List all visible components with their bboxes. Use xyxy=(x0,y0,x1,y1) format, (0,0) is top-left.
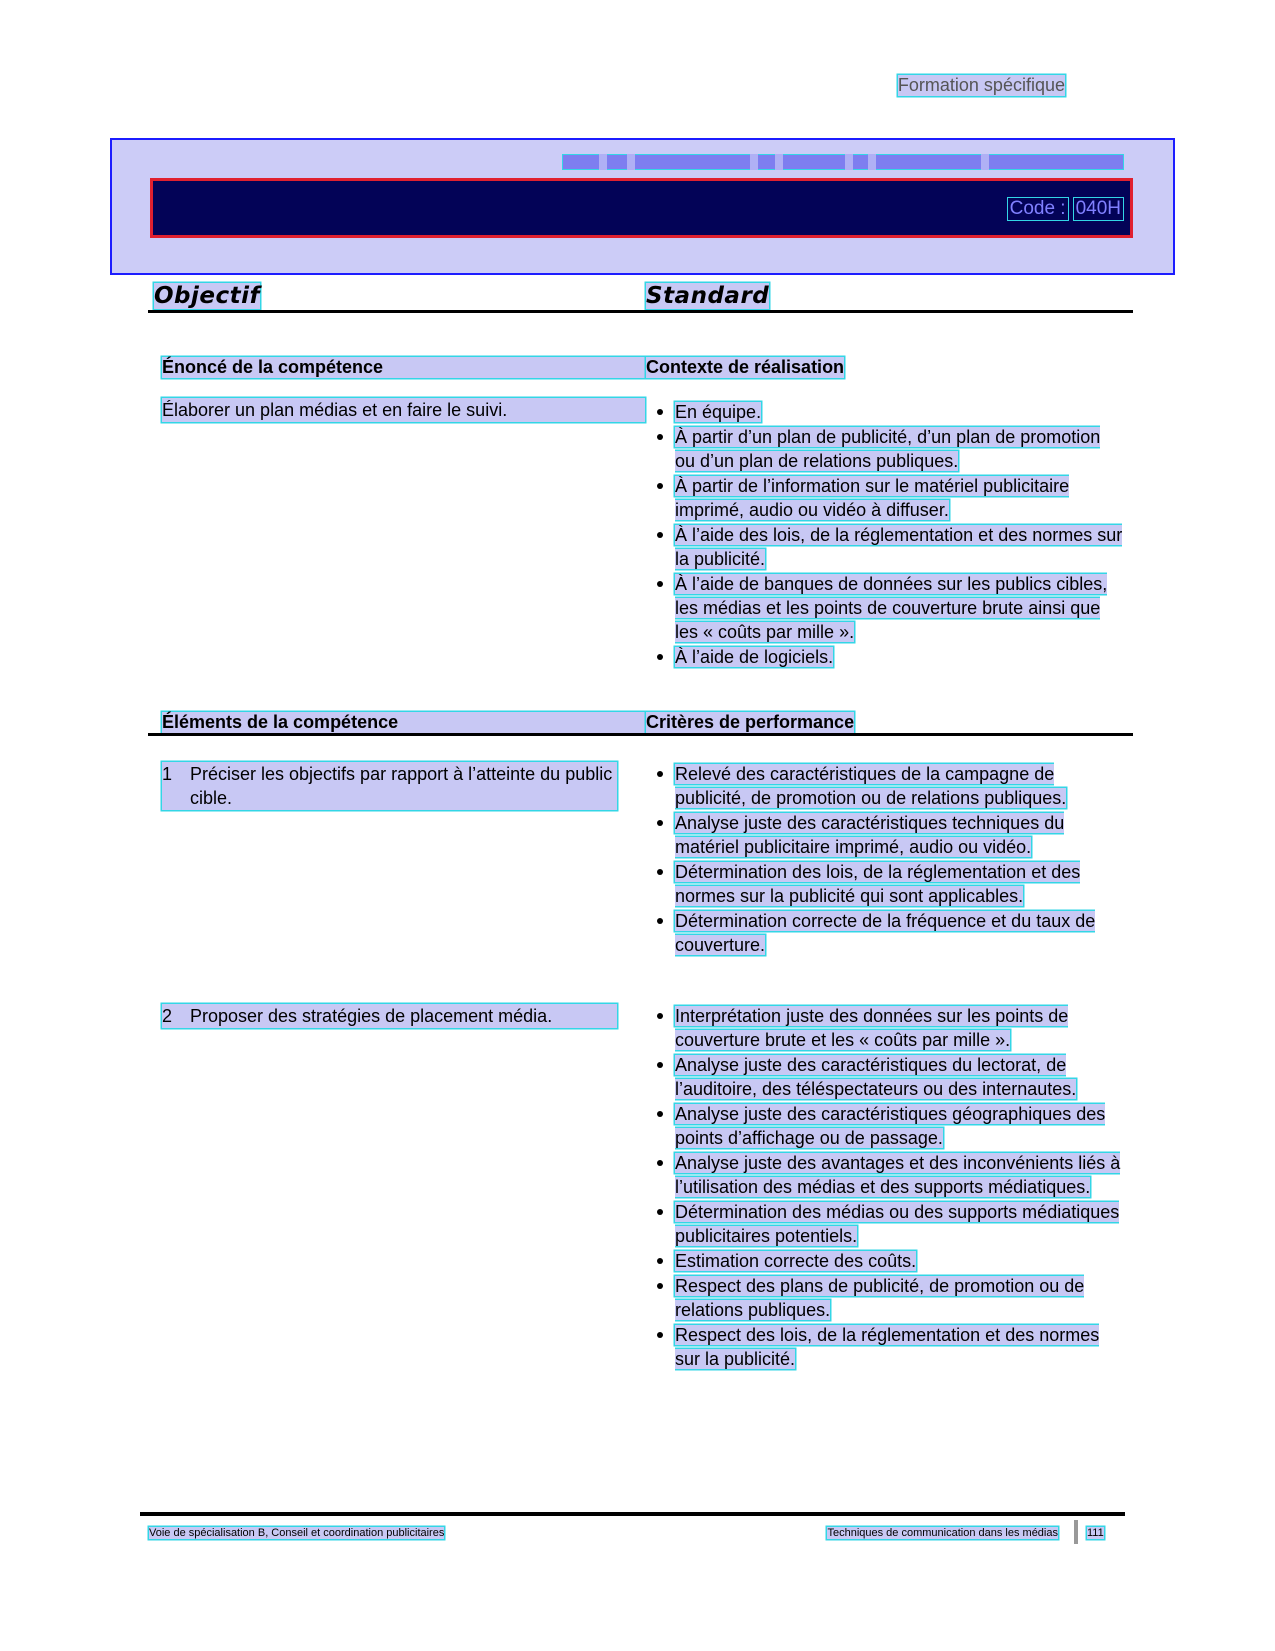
enonce-heading: Énoncé de la compétence xyxy=(162,357,645,378)
footer-left: Voie de spécialisation B, Conseil et coordination publicitaires xyxy=(149,1527,445,1539)
title-banner xyxy=(110,138,1175,275)
code-value: 040H xyxy=(1073,197,1124,221)
competency-code xyxy=(1007,197,1124,221)
footer-right: Techniques de communication dans les médias xyxy=(827,1527,1058,1539)
banner-strip xyxy=(562,154,1124,170)
banner-title-bar xyxy=(150,178,1133,238)
list-item: Estimation correcte des coûts. xyxy=(653,1249,1123,1273)
element-2 xyxy=(162,1004,617,1028)
elements-rule xyxy=(148,733,1133,736)
criteria-list-2 xyxy=(653,1004,1123,1372)
element-number: 1 xyxy=(162,764,173,784)
footer-separator xyxy=(1074,1520,1078,1544)
list-item: En équipe. xyxy=(653,400,1123,424)
list-item: Détermination des médias ou des supports médiatiques publicitaires potentiels. xyxy=(653,1200,1123,1248)
list-item: Respect des plans de publicité, de promotion ou de relations publiques. xyxy=(653,1274,1123,1322)
enonce-text: Élaborer un plan médias et en faire le suivi. xyxy=(162,398,645,422)
element-text: Préciser les objectifs par rapport à l’atteinte du public cible. xyxy=(190,764,613,808)
list-item: Détermination correcte de la fréquence et du taux de couverture. xyxy=(653,909,1123,957)
contexte-heading: Contexte de réalisation xyxy=(646,357,845,377)
list-item: Analyse juste des caractéristiques du lectorat, de l’auditoire, des téléspectateurs ou des internautes. xyxy=(653,1053,1123,1101)
list-item: Détermination des lois, de la réglementation et des normes sur la publicité qui sont applicables. xyxy=(653,860,1123,908)
contexte-list xyxy=(653,400,1123,670)
elements-heading: Éléments de la compétence xyxy=(162,712,645,733)
footer-rule xyxy=(140,1512,1125,1516)
list-item: Analyse juste des caractéristiques techniques du matériel publicitaire imprimé, audio ou vidéo. xyxy=(653,811,1123,859)
list-item: À partir d’un plan de publicité, d’un plan de promotion ou d’un plan de relations publiques. xyxy=(653,425,1123,473)
list-item: À l’aide de banques de données sur les publics cibles, les médias et les points de couverture brute ainsi que les « coûts par mille ». xyxy=(653,572,1123,644)
section-title: Formation spécifique xyxy=(897,75,1065,95)
list-item: À partir de l’information sur le matériel publicitaire imprimé, audio ou vidéo à diffuser. xyxy=(653,474,1123,522)
list-item: Analyse juste des avantages et des inconvénients liés à l’utilisation des médias et des supports médiatiques. xyxy=(653,1151,1123,1199)
element-text: Proposer des stratégies de placement média. xyxy=(190,1006,553,1026)
list-item: Relevé des caractéristiques de la campagne de publicité, de promotion ou de relations publiques. xyxy=(653,762,1123,810)
list-item: À l’aide de logiciels. xyxy=(653,645,1123,669)
column-heading-standard: Standard xyxy=(646,283,770,309)
list-item: À l’aide des lois, de la réglementation et des normes sur la publicité. xyxy=(653,523,1123,571)
list-item: Respect des lois, de la réglementation et des normes sur la publicité. xyxy=(653,1323,1123,1371)
list-item: Interprétation juste des données sur les points de couverture brute et les « coûts par mille ». xyxy=(653,1004,1123,1052)
criteria-list-1 xyxy=(653,762,1123,958)
criteres-heading: Critères de performance xyxy=(646,712,855,732)
element-1 xyxy=(162,762,617,810)
list-item: Analyse juste des caractéristiques géographiques des points d’affichage ou de passage. xyxy=(653,1102,1123,1150)
column-heading-objectif: Objectif xyxy=(154,283,261,309)
page-number: 111 xyxy=(1087,1527,1104,1539)
code-label: Code : xyxy=(1007,197,1069,221)
heading-rule xyxy=(148,310,1133,313)
element-number: 2 xyxy=(162,1006,173,1026)
